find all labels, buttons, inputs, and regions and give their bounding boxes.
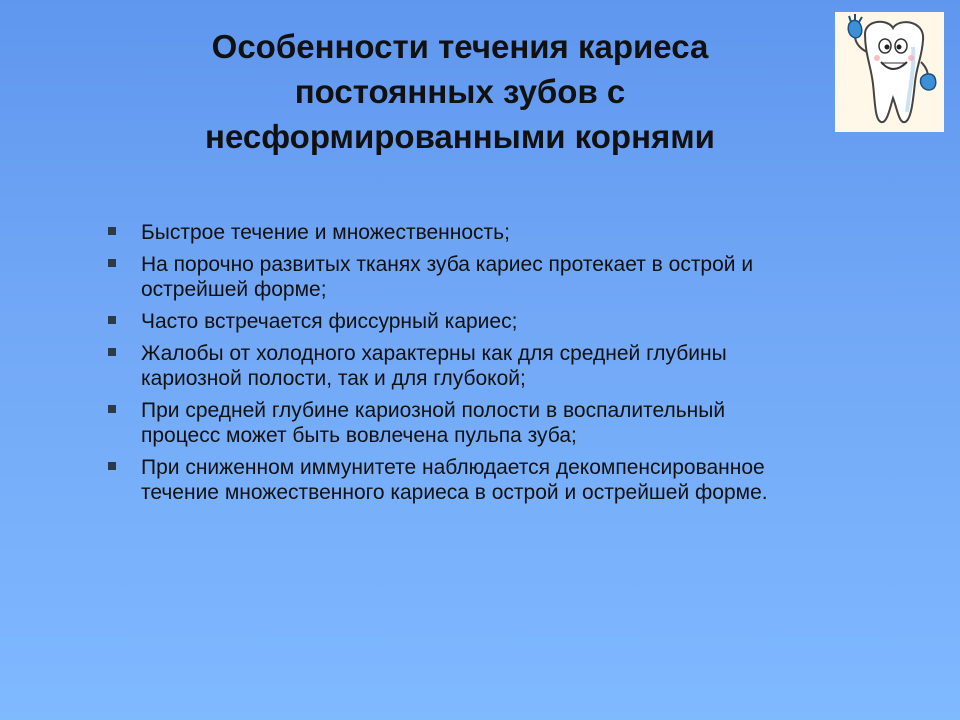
slide-title-line: Особенности течения кариеса [211, 28, 709, 65]
list-item [108, 455, 808, 505]
list-item [108, 220, 808, 245]
square-bullet-icon [108, 316, 116, 324]
square-bullet-icon [108, 348, 116, 356]
list-item [108, 398, 808, 448]
list-item [108, 341, 808, 391]
slide-title-line: постоянных зубов с [294, 73, 626, 110]
bullet-text: Часто встречается фиссурный кариес; [141, 310, 518, 333]
bullet-list [108, 220, 808, 512]
bullet-text: При сниженном иммунитете наблюдается декомпенсированное течение множественного кариеса в острой и острейшей форме. [141, 456, 768, 504]
square-bullet-icon [108, 227, 116, 235]
bullet-text: На порочно развитых тканях зуба кариес протекает в острой и острейшей форме; [141, 253, 754, 301]
square-bullet-icon [108, 259, 116, 267]
bullet-text: Жалобы от холодного характерны как для средней глубины кариозной полости, так и для глубокой; [141, 342, 727, 390]
square-bullet-icon [108, 405, 116, 413]
slide-title [100, 24, 820, 159]
list-item [108, 309, 808, 334]
list-item [108, 252, 808, 302]
tooth-cartoon-icon [835, 12, 944, 132]
square-bullet-icon [108, 462, 116, 470]
bullet-text: При средней глубине кариозной полости в воспалительный процесс может быть вовлечена пульпа зуба; [141, 399, 726, 447]
slide-title-line: несформированными корнями [205, 118, 715, 155]
bullet-text: Быстрое течение и множественность; [141, 221, 510, 244]
